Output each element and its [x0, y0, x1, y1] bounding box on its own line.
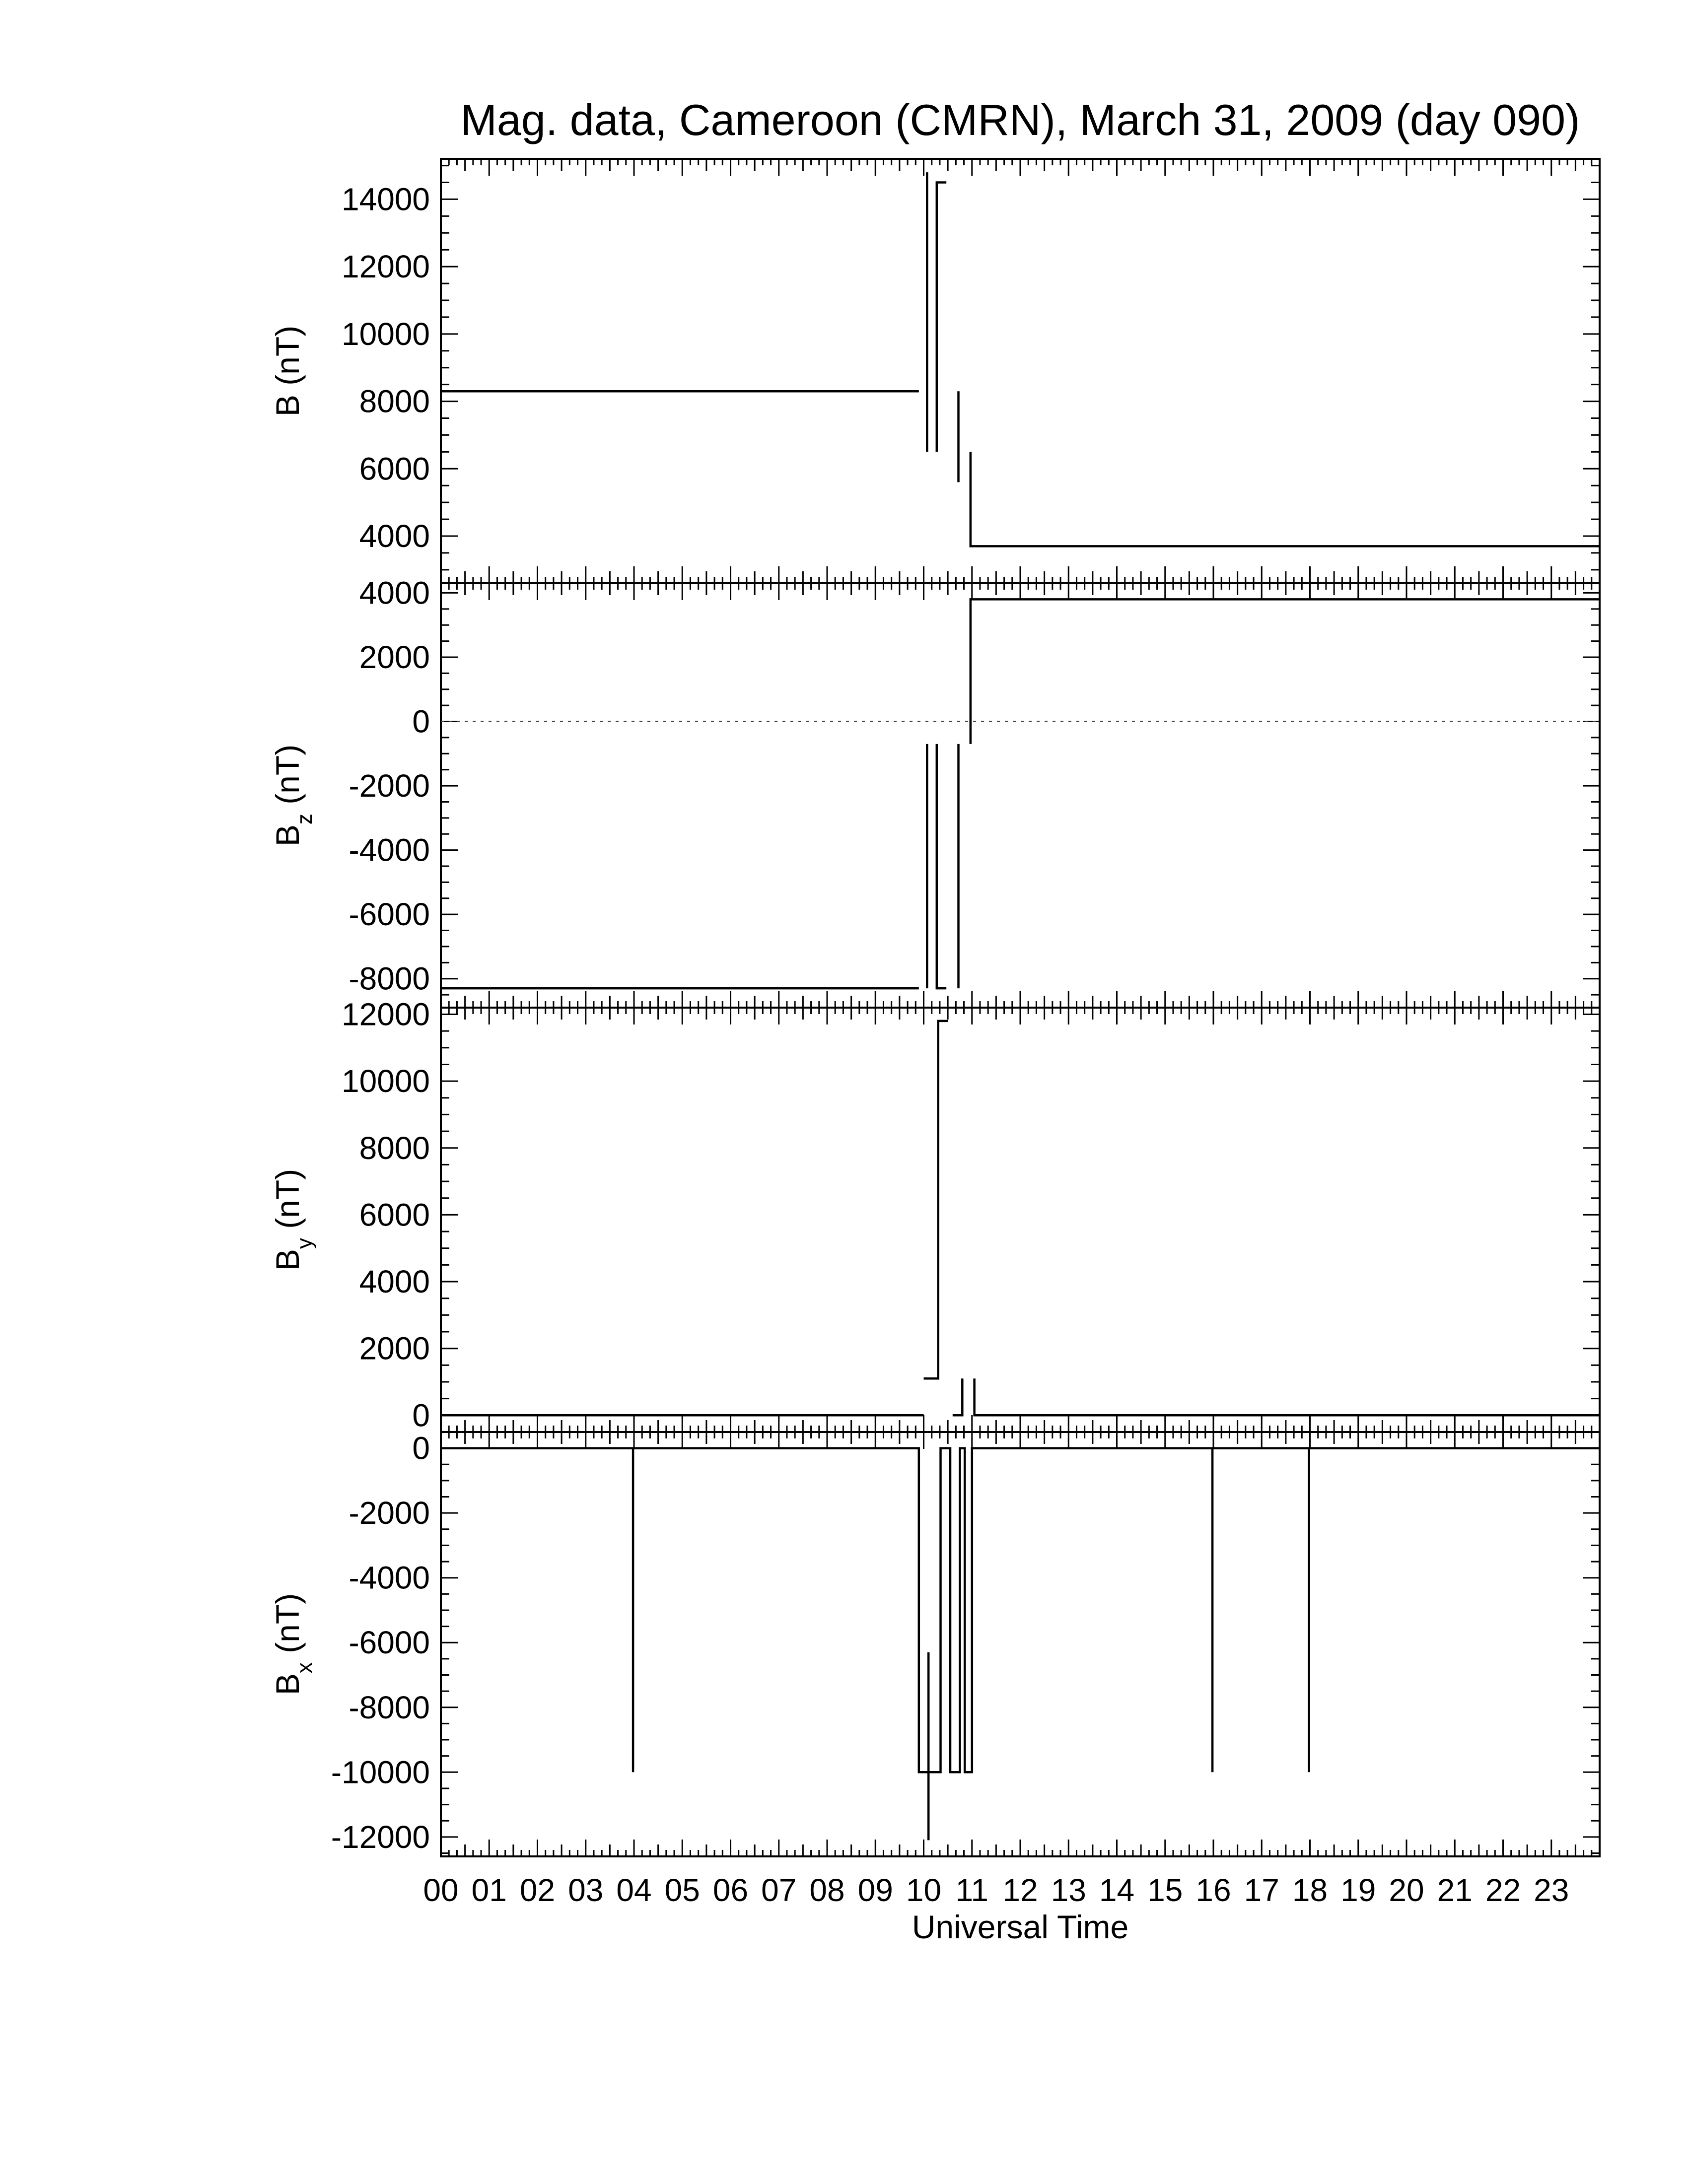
x-tick-label: 10	[906, 1872, 942, 1908]
y-tick-label: 4000	[359, 575, 430, 611]
y-tick-label: 0	[412, 1397, 430, 1433]
series-line-b	[441, 172, 1600, 546]
panel-frame	[441, 1432, 1600, 1856]
y-axis-label	[269, 1593, 317, 1695]
x-tick-label: 12	[1002, 1872, 1038, 1908]
y-tick-label: 4000	[359, 1264, 430, 1300]
x-tick-label: 07	[761, 1872, 797, 1908]
panel-b	[269, 159, 1600, 583]
y-axis-label	[269, 1169, 317, 1271]
y-axis-label-symbol: B	[269, 1673, 306, 1696]
x-tick-label: 01	[471, 1872, 507, 1908]
y-tick-label: 2000	[359, 639, 430, 675]
panel-frame	[441, 1008, 1600, 1432]
y-tick-label: -2000	[349, 1495, 430, 1531]
y-tick-label: 14000	[342, 181, 430, 217]
y-axis-label-unit: (nT)	[269, 1593, 306, 1663]
panel-bx	[269, 1431, 1600, 1856]
y-tick-label: -8000	[349, 1689, 430, 1725]
y-tick-label: 10000	[342, 316, 430, 352]
y-tick-label: 6000	[359, 1197, 430, 1233]
x-axis-label: Universal Time	[912, 1909, 1129, 1945]
panel-frame	[441, 583, 1600, 1008]
y-tick-label: 0	[412, 703, 430, 740]
y-tick-label: 10000	[342, 1063, 430, 1099]
series-line-bx	[441, 1448, 1600, 1773]
x-tick-label: 13	[1051, 1872, 1086, 1908]
x-tick-label: 22	[1485, 1872, 1521, 1908]
y-tick-label: 8000	[359, 383, 430, 419]
x-tick-label: 16	[1196, 1872, 1231, 1908]
y-axis-label-subscript: y	[292, 1238, 317, 1249]
y-axis-label-unit: (nT)	[269, 744, 306, 814]
y-tick-label: -6000	[349, 1625, 430, 1661]
y-axis-label	[269, 326, 306, 416]
x-tick-label: 21	[1437, 1872, 1473, 1908]
y-tick-label: 8000	[359, 1130, 430, 1166]
series-line-by	[441, 1021, 1600, 1415]
x-tick-label: 14	[1099, 1872, 1135, 1908]
y-axis-label-subscript: x	[292, 1662, 317, 1674]
y-axis-label-unit: (nT)	[269, 1168, 306, 1238]
y-axis-label-symbol: B	[269, 1249, 306, 1271]
y-axis-label-symbol: B	[269, 824, 306, 847]
y-tick-label: 6000	[359, 451, 430, 487]
x-tick-label: 18	[1292, 1872, 1328, 1908]
y-tick-label: -6000	[349, 896, 430, 933]
chart-title: Mag. data, Cameroon (CMRN), March 31, 2009 (day 090)	[460, 95, 1580, 144]
y-axis-label	[269, 745, 317, 846]
x-tick-label: 03	[568, 1872, 604, 1908]
x-tick-label: 00	[423, 1872, 459, 1908]
x-tick-label: 23	[1534, 1872, 1569, 1908]
x-tick-label: 02	[519, 1872, 556, 1908]
x-tick-label: 11	[955, 1872, 988, 1908]
x-tick-label: 19	[1340, 1872, 1376, 1908]
x-tick-label: 04	[616, 1872, 652, 1908]
plot-panels	[269, 159, 1600, 1856]
x-tick-label: 05	[664, 1872, 700, 1908]
y-tick-label: 2000	[359, 1330, 430, 1366]
y-tick-label: 0	[412, 1430, 430, 1466]
y-tick-label: -4000	[349, 1560, 430, 1596]
x-tick-labels	[423, 1872, 1569, 1908]
x-tick-label: 06	[712, 1872, 749, 1908]
x-tick-label: 08	[809, 1872, 845, 1908]
x-tick-label: 09	[857, 1872, 893, 1908]
y-tick-label: 12000	[342, 996, 430, 1032]
panel-bz	[269, 575, 1600, 1008]
series-line-bz	[441, 599, 1600, 988]
y-tick-label: -4000	[349, 832, 430, 868]
y-axis-label-subscript: z	[292, 814, 317, 825]
y-tick-label: -12000	[331, 1819, 430, 1855]
x-tick-label: 20	[1389, 1872, 1424, 1908]
panel-frame	[441, 159, 1600, 583]
y-tick-label: 4000	[359, 518, 430, 554]
y-tick-label: -2000	[349, 768, 430, 804]
y-axis-label-unit: (nT)	[269, 325, 306, 395]
y-tick-label: -8000	[349, 960, 430, 997]
y-tick-label: -10000	[331, 1754, 430, 1790]
y-tick-label: 12000	[342, 249, 430, 285]
x-tick-label: 17	[1244, 1872, 1279, 1908]
x-tick-label: 15	[1147, 1872, 1183, 1908]
y-axis-label-symbol: B	[269, 395, 306, 417]
panel-by	[269, 996, 1600, 1433]
